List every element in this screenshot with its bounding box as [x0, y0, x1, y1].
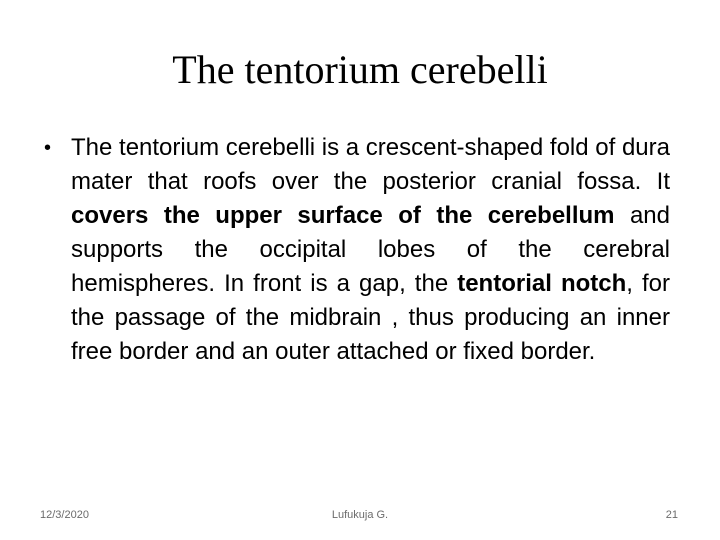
- paragraph-bold-1: covers the upper surface of the cerebellum: [71, 202, 615, 229]
- slide-title: The tentorium cerebelli: [172, 47, 548, 92]
- footer-author: Lufukuja G.: [331, 509, 389, 521]
- paragraph-text-3: , for the passage of the midbrain , thus producing an inner free border and an outer attached or fixed border.: [71, 270, 670, 365]
- footer-date: 12/3/2020: [40, 509, 89, 521]
- bullet-icon: •: [44, 137, 52, 159]
- slide-body: [44, 131, 670, 369]
- paragraph-text-2: and supports the occipital lobes of the cerebral hemispheres. In front is a gap, the: [71, 202, 671, 297]
- paragraph-bold-2: tentorial notch: [457, 270, 627, 297]
- footer-page-number: 21: [665, 509, 678, 521]
- bullet-item: [44, 131, 670, 369]
- paragraph-text-1: The tentorium cerebelli is a crescent-shaped fold of dura mater that roofs over the posterior cranial fossa. It: [71, 134, 670, 195]
